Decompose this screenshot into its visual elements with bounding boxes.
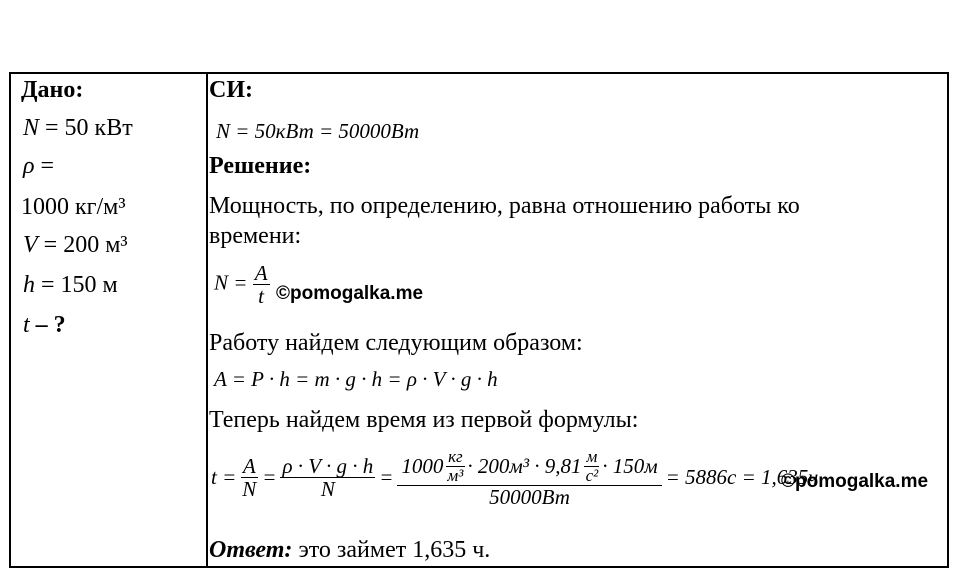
- given-item-density-value: [21, 194, 126, 221]
- fraction-numerator: [397, 448, 661, 486]
- given-symbol: h: [23, 272, 35, 298]
- given-value: = 50 кВт: [45, 115, 133, 141]
- given-item-density: [23, 153, 54, 180]
- given-value: = 150 м: [41, 272, 118, 298]
- equals-sign: =: [379, 465, 394, 490]
- given-value: 1000 кг/м³: [21, 194, 126, 220]
- fraction-density-expression: [280, 455, 375, 500]
- formula-lhs: t =: [211, 465, 237, 490]
- fraction-numerator: ρ · V · g · h: [282, 454, 374, 479]
- unit-numerator: м: [586, 447, 598, 466]
- solution-header: Решение:: [209, 153, 312, 179]
- solution-text-line-3: Работу найдем следующим образом:: [209, 330, 583, 356]
- given-symbol: V: [23, 232, 38, 258]
- watermark: ©pomogalka.me: [276, 283, 424, 304]
- numerator-part: · 200м³ · 9,81: [467, 454, 582, 479]
- given-header: Дано:: [21, 77, 84, 103]
- solution-text-line-2: времени:: [209, 223, 302, 249]
- fraction-denominator: 50000Вт: [489, 484, 570, 509]
- given-item-power: [23, 115, 133, 142]
- solution-text-line-1: Мощность, по определению, равна отношению работы ко: [209, 193, 800, 219]
- given-item-unknown: [23, 312, 66, 339]
- numerator-part: 1000: [401, 454, 444, 479]
- unit-denominator: м³: [447, 465, 464, 485]
- given-symbol: N: [23, 115, 40, 141]
- watermark: ©pomogalka.me: [781, 471, 929, 492]
- unit-fraction-kg-per-m3: [445, 448, 465, 485]
- given-item-height: [23, 272, 118, 299]
- solution-text-line-4: Теперь найдем время из первой формулы:: [209, 407, 639, 433]
- fraction-a-over-n: [240, 455, 258, 500]
- unit-denominator: с²: [585, 465, 599, 485]
- given-value: – ?: [35, 312, 66, 338]
- answer-text: это займет 1,635 ч.: [298, 537, 491, 563]
- numerator-part: · 150м: [602, 454, 658, 479]
- si-conversion: N = 50кВт = 50000Вт: [216, 119, 420, 143]
- given-symbol: ρ: [23, 153, 35, 179]
- given-item-volume: [23, 232, 128, 259]
- unit-fraction-m-per-s2: [584, 448, 601, 485]
- fraction-numeric-calculation: [397, 448, 661, 508]
- fraction-a-over-t: [253, 262, 270, 307]
- column-divider: [206, 74, 208, 566]
- work-formula: A = P · h = m · g · h = ρ · V · g · h: [214, 367, 498, 391]
- fraction-numerator: A: [242, 454, 256, 479]
- answer-label: Ответ:: [209, 537, 293, 563]
- fraction-denominator: N: [320, 477, 335, 502]
- equals-sign: =: [262, 465, 277, 490]
- power-formula: [214, 262, 270, 307]
- given-symbol: t: [23, 312, 30, 338]
- fraction-denominator: N: [242, 477, 257, 502]
- given-value: =: [40, 153, 55, 179]
- si-header: СИ:: [209, 77, 253, 103]
- given-value: = 200 м³: [43, 232, 128, 258]
- formula-lhs: N =: [214, 270, 248, 295]
- formula-result: = 5886с = 1,635ч: [665, 465, 819, 490]
- time-formula: [211, 448, 818, 508]
- fraction-denominator: t: [258, 284, 265, 309]
- unit-numerator: кг: [448, 447, 463, 466]
- task-table: [9, 72, 949, 568]
- answer-line: [209, 537, 490, 564]
- fraction-numerator: A: [254, 261, 268, 285]
